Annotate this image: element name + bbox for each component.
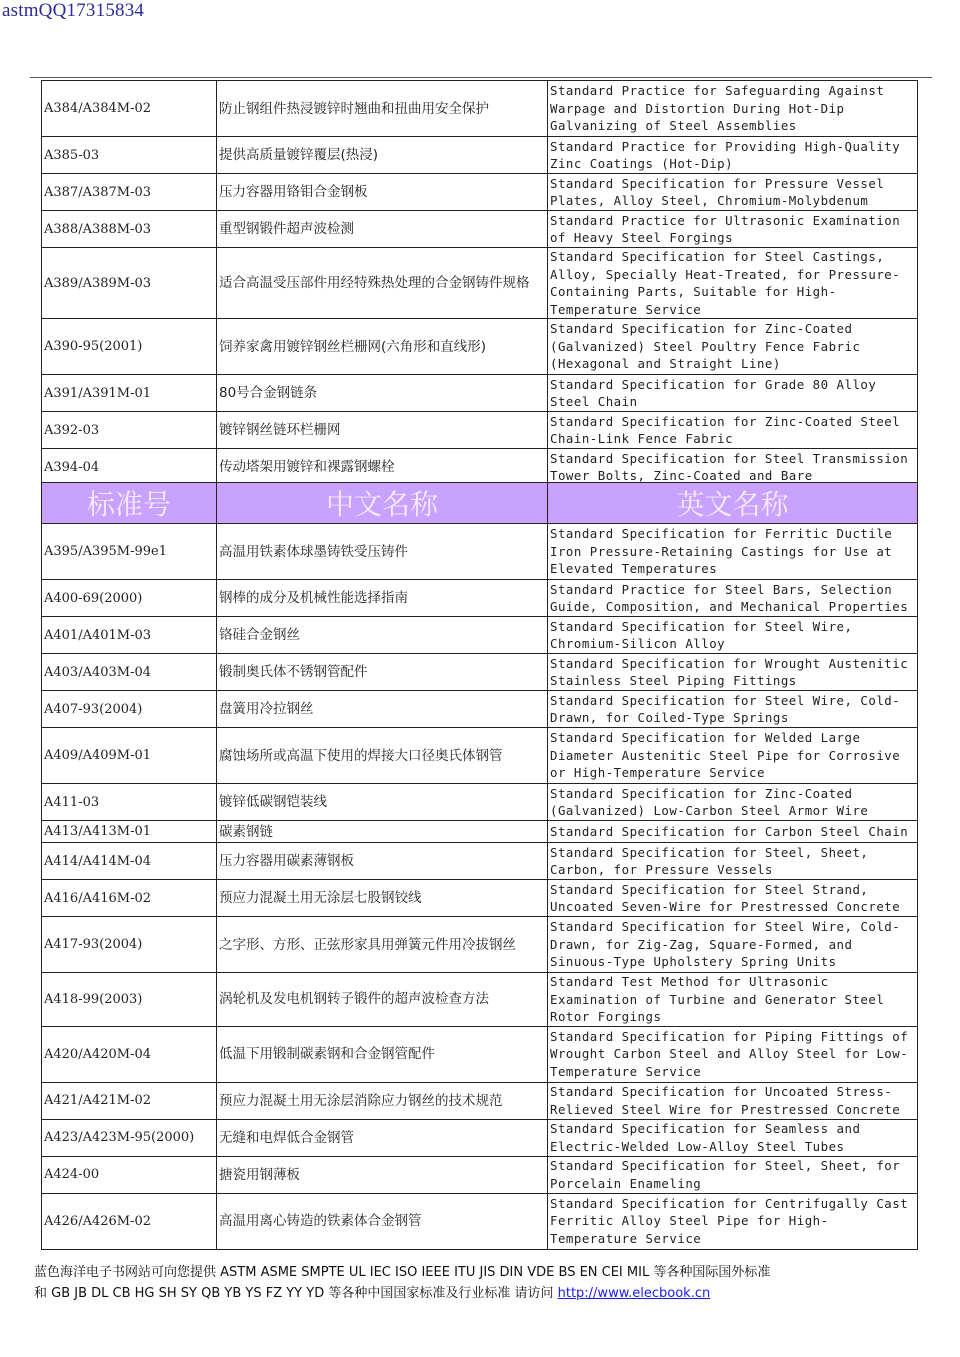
cell-code: A411-03 — [42, 784, 217, 821]
table-row — [42, 617, 918, 654]
header-cn: 中文名称 — [217, 483, 548, 524]
cell-code: A385-03 — [42, 137, 217, 174]
cell-cn: 预应力混凝土用无涂层七股钢铰线 — [217, 880, 548, 917]
footer-line-1: 蓝色海洋电子书网站可向您提供 ASTM ASME SMPTE UL IEC ISO IEEE ITU JIS DIN VDE BS EN CEI MIL 等各种国际国外标准 — [34, 1265, 771, 1280]
table-row — [42, 1082, 918, 1119]
header-code: 标准号 — [42, 483, 217, 524]
cell-en: Standard Specification for Steel Wire, Cold-Drawn, for Zig-Zag, Square-Formed, and Sinuous-Type Upholstery Spring Units — [548, 917, 918, 973]
cell-cn: 镀锌钢丝链环栏栅网 — [217, 412, 548, 449]
cell-cn: 无缝和电焊低合金钢管 — [217, 1119, 548, 1156]
cell-code: A389/A389M-03 — [42, 248, 217, 319]
cell-en: Standard Specification for Uncoated Stress-Relieved Steel Wire for Prestressed Concrete — [548, 1082, 918, 1119]
cell-en: Standard Specification for Grade 80 Alloy Steel Chain — [548, 375, 918, 412]
cell-cn: 低温下用锻制碳素钢和合金钢管配件 — [217, 1026, 548, 1082]
cell-cn: 铬硅合金钢丝 — [217, 617, 548, 654]
table-row — [42, 412, 918, 449]
table-row — [42, 375, 918, 412]
cell-code: A395/A395M-99e1 — [42, 524, 217, 580]
cell-cn: 压力容器用碳素薄钢板 — [217, 843, 548, 880]
cell-en: Standard Specification for Steel Wire, Chromium-Silicon Alloy — [548, 617, 918, 654]
cell-code: A387/A387M-03 — [42, 174, 217, 211]
table-row — [42, 784, 918, 821]
cell-code: A413/A413M-01 — [42, 821, 217, 843]
cell-code: A390-95(2001) — [42, 319, 217, 375]
table-row — [42, 1156, 918, 1193]
cell-code: A423/A423M-95(2000) — [42, 1119, 217, 1156]
cell-en: Standard Specification for Steel, Sheet, for Porcelain Enameling — [548, 1156, 918, 1193]
table-header-row — [42, 483, 918, 524]
cell-cn: 盘簧用冷拉钢丝 — [217, 691, 548, 728]
cell-en: Standard Specification for Welded Large Diameter Austenitic Steel Pipe for Corrosive or High-Temperature Service — [548, 728, 918, 784]
cell-cn: 之字形、方形、正弦形家具用弹簧元件用冷拔钢丝 — [217, 917, 548, 973]
cell-code: A407-93(2004) — [42, 691, 217, 728]
footer-line-2-text: 和 GB JB DL CB HG SH SY QB YB YS FZ YY YD 等各种中国国家标准及行业标准 请访问 — [34, 1286, 554, 1301]
header-en: 英文名称 — [548, 483, 918, 524]
table-row — [42, 917, 918, 973]
cell-en: Standard Specification for Steel Wire, Cold-Drawn, for Coiled-Type Springs — [548, 691, 918, 728]
cell-en: Standard Specification for Steel, Sheet, Carbon, for Pressure Vessels — [548, 843, 918, 880]
cell-en: Standard Test Method for Ultrasonic Examination of Turbine and Generator Steel Rotor Forgings — [548, 973, 918, 1027]
cell-en: Standard Specification for Zinc-Coated (Galvanized) Low-Carbon Steel Armor Wire — [548, 784, 918, 821]
cell-en: Standard Specification for Wrought Austenitic Stainless Steel Piping Fittings — [548, 654, 918, 691]
cell-cn: 重型钢锻件超声波检测 — [217, 211, 548, 248]
cell-cn: 传动塔架用镀锌和裸露钢螺栓 — [217, 449, 548, 486]
cell-cn: 镀锌低碳钢铠装线 — [217, 784, 548, 821]
cell-code: A391/A391M-01 — [42, 375, 217, 412]
table-row — [42, 580, 918, 617]
cell-cn: 腐蚀场所或高温下使用的焊接大口径奥氏体钢管 — [217, 728, 548, 784]
cell-cn: 搪瓷用钢薄板 — [217, 1156, 548, 1193]
cell-en: Standard Specification for Ferritic Ductile Iron Pressure-Retaining Castings for Use at Elevated Temperatures — [548, 524, 918, 580]
cell-cn: 锻制奥氏体不锈钢管配件 — [217, 654, 548, 691]
cell-code: A392-03 — [42, 412, 217, 449]
table-row — [42, 81, 918, 137]
footer-link[interactable]: http://www.elecbook.cn — [557, 1286, 711, 1301]
table-row — [42, 821, 918, 843]
cell-cn: 涡轮机及发电机钢转子锻件的超声波检查方法 — [217, 973, 548, 1027]
cell-code: A418-99(2003) — [42, 973, 217, 1027]
table-row — [42, 211, 918, 248]
cell-code: A421/A421M-02 — [42, 1082, 217, 1119]
table-row — [42, 728, 918, 784]
table-row — [42, 1119, 918, 1156]
table-row — [42, 1026, 918, 1082]
footer — [34, 1262, 934, 1304]
cell-code: A416/A416M-02 — [42, 880, 217, 917]
cell-code: A394-04 — [42, 449, 217, 486]
table-row — [42, 449, 918, 486]
cell-en: Standard Specification for Zinc-Coated Steel Chain-Link Fence Fabric — [548, 412, 918, 449]
cell-cn: 碳素钢链 — [217, 821, 548, 843]
cell-en: Standard Specification for Zinc-Coated (Galvanized) Steel Poultry Fence Fabric (Hexagonal and Straight Line) — [548, 319, 918, 375]
table-row — [42, 654, 918, 691]
table-row — [42, 1193, 918, 1249]
cell-code: A384/A384M-02 — [42, 81, 217, 137]
footer-line-2 — [34, 1283, 934, 1304]
cell-code: A388/A388M-03 — [42, 211, 217, 248]
cell-cn: 高温用铁素体球墨铸铁受压铸件 — [217, 524, 548, 580]
cell-en: Standard Practice for Ultrasonic Examination of Heavy Steel Forgings — [548, 211, 918, 248]
cell-en: Standard Specification for Pressure Vessel Plates, Alloy Steel, Chromium-Molybdenum — [548, 174, 918, 211]
cell-en: Standard Specification for Piping Fittings of Wrought Carbon Steel and Alloy Steel for Low-Temperature Service — [548, 1026, 918, 1082]
cell-code: A424-00 — [42, 1156, 217, 1193]
cell-code: A409/A409M-01 — [42, 728, 217, 784]
cell-en: Standard Specification for Steel Transmission Tower Bolts, Zinc-Coated and Bare — [548, 449, 918, 486]
cell-cn: 防止钢组件热浸镀锌时翘曲和扭曲用安全保护 — [217, 81, 548, 137]
cell-cn: 压力容器用铬钼合金钢板 — [217, 174, 548, 211]
cell-code: A403/A403M-04 — [42, 654, 217, 691]
standards-table-2 — [41, 482, 918, 1250]
cell-code: A400-69(2000) — [42, 580, 217, 617]
top-rule — [30, 77, 932, 78]
cell-cn: 提供高质量镀锌覆层(热浸) — [217, 137, 548, 174]
cell-cn: 适合高温受压部件用经特殊热处理的合金钢铸件规格 — [217, 248, 548, 319]
cell-en: Standard Practice for Providing High-Quality Zinc Coatings (Hot-Dip) — [548, 137, 918, 174]
cell-cn: 80号合金钢链条 — [217, 375, 548, 412]
document-id: astmQQ17315834 — [2, 0, 145, 21]
table-row — [42, 137, 918, 174]
table-row — [42, 524, 918, 580]
cell-en: Standard Specification for Steel Castings, Alloy, Specially Heat-Treated, for Pressure-Containing Parts, Suitable for High-Temperature Service — [548, 248, 918, 319]
table-row — [42, 843, 918, 880]
table-row — [42, 319, 918, 375]
cell-cn: 高温用离心铸造的铁素体合金钢管 — [217, 1193, 548, 1249]
cell-cn: 预应力混凝土用无涂层消除应力钢丝的技术规范 — [217, 1082, 548, 1119]
cell-en: Standard Specification for Steel Strand, Uncoated Seven-Wire for Prestressed Concrete — [548, 880, 918, 917]
cell-en: Standard Specification for Seamless and Electric-Welded Low-Alloy Steel Tubes — [548, 1119, 918, 1156]
cell-code: A420/A420M-04 — [42, 1026, 217, 1082]
cell-en: Standard Practice for Safeguarding Against Warpage and Distortion During Hot-Dip Galvanizing of Steel Assemblies — [548, 81, 918, 137]
cell-code: A426/A426M-02 — [42, 1193, 217, 1249]
cell-en: Standard Practice for Steel Bars, Selection Guide, Composition, and Mechanical Properties — [548, 580, 918, 617]
cell-en: Standard Specification for Carbon Steel Chain — [548, 821, 918, 843]
cell-code: A414/A414M-04 — [42, 843, 217, 880]
standards-table-1 — [41, 80, 918, 486]
cell-code: A401/A401M-03 — [42, 617, 217, 654]
cell-en: Standard Specification for Centrifugally Cast Ferritic Alloy Steel Pipe for High-Temperature Service — [548, 1193, 918, 1249]
table-row — [42, 248, 918, 319]
cell-cn: 饲养家禽用镀锌钢丝栏栅网(六角形和直线形) — [217, 319, 548, 375]
cell-cn: 钢棒的成分及机械性能选择指南 — [217, 580, 548, 617]
cell-code: A417-93(2004) — [42, 917, 217, 973]
table-row — [42, 973, 918, 1027]
table-row — [42, 691, 918, 728]
table-row — [42, 880, 918, 917]
table-row — [42, 174, 918, 211]
